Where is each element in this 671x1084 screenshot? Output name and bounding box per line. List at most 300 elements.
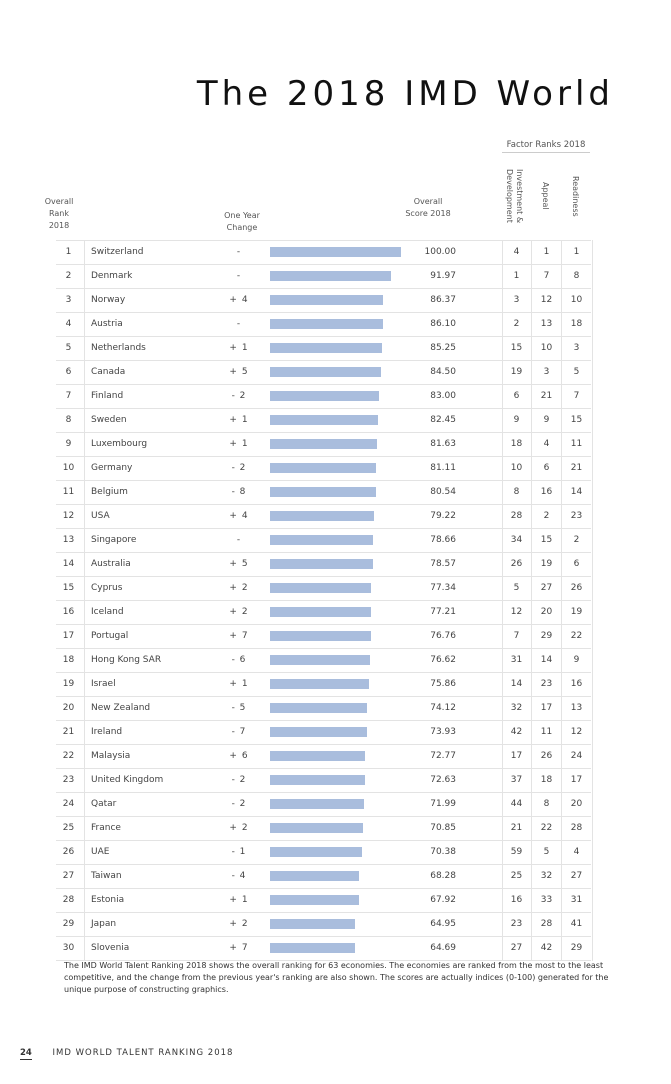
investment-rank-cell: 32 — [510, 703, 523, 713]
readiness-rank-cell: 2 — [573, 535, 580, 545]
investment-rank-cell: 37 — [510, 775, 523, 785]
table-divider — [84, 697, 85, 720]
change-cell: - 2 — [231, 391, 247, 401]
rank-cell: 19 — [62, 679, 75, 689]
rank-cell: 1 — [65, 247, 72, 257]
appeal-rank-cell: 21 — [540, 391, 553, 401]
score-cell: 72.77 — [430, 751, 456, 761]
change-cell: + 1 — [229, 895, 249, 905]
score-bar — [270, 703, 367, 713]
readiness-rank-cell: 8 — [573, 271, 580, 281]
table-divider — [84, 361, 85, 384]
investment-rank-cell: 44 — [510, 799, 523, 809]
country-cell: Australia — [91, 559, 131, 569]
table-divider — [84, 649, 85, 672]
country-cell: Estonia — [91, 895, 125, 905]
change-cell: - — [236, 535, 242, 545]
table-divider — [84, 385, 85, 408]
table-row — [56, 336, 591, 360]
appeal-rank-cell: 8 — [543, 799, 550, 809]
change-cell: + 2 — [229, 583, 249, 593]
score-cell: 86.37 — [430, 295, 456, 305]
rank-cell: 16 — [62, 607, 75, 617]
readiness-rank-cell: 27 — [570, 871, 583, 881]
factor-header-divider — [502, 152, 590, 153]
table-divider — [84, 745, 85, 768]
country-cell: Singapore — [91, 535, 137, 545]
table-row — [56, 528, 591, 552]
appeal-rank-cell: 16 — [540, 487, 553, 497]
rank-cell: 24 — [62, 799, 75, 809]
readiness-rank-cell: 13 — [570, 703, 583, 713]
readiness-rank-cell: 14 — [570, 487, 583, 497]
score-bar — [270, 631, 371, 641]
appeal-rank-cell: 23 — [540, 679, 553, 689]
readiness-rank-cell: 15 — [570, 415, 583, 425]
score-cell: 70.85 — [430, 823, 456, 833]
score-bar — [270, 535, 373, 545]
readiness-rank-cell: 7 — [573, 391, 580, 401]
appeal-rank-cell: 6 — [543, 463, 550, 473]
page-footer — [20, 1048, 233, 1058]
country-cell: Switzerland — [91, 247, 144, 257]
score-cell: 78.66 — [430, 535, 456, 545]
change-cell: + 1 — [229, 343, 249, 353]
change-cell: - — [236, 319, 242, 329]
rank-cell: 11 — [62, 487, 75, 497]
score-cell: 67.92 — [430, 895, 456, 905]
readiness-rank-cell: 28 — [570, 823, 583, 833]
investment-rank-cell: 10 — [510, 463, 523, 473]
country-cell: Canada — [91, 367, 126, 377]
investment-rank-cell: 15 — [510, 343, 523, 353]
score-cell: 79.22 — [430, 511, 456, 521]
table-row — [56, 432, 591, 456]
country-cell: Japan — [91, 919, 117, 929]
table-row — [56, 912, 591, 936]
rank-cell: 2 — [65, 271, 72, 281]
investment-rank-cell: 7 — [513, 631, 520, 641]
table-row — [56, 816, 591, 840]
investment-rank-cell: 19 — [510, 367, 523, 377]
country-cell: Hong Kong SAR — [91, 655, 162, 665]
header-overall-score: Overall Score 2018 — [405, 197, 451, 218]
investment-rank-cell: 27 — [510, 943, 523, 953]
country-cell: Norway — [91, 295, 126, 305]
score-cell: 77.34 — [430, 583, 456, 593]
table-row — [56, 240, 591, 264]
table-row — [56, 264, 591, 288]
table-row — [56, 456, 591, 480]
country-cell: Malaysia — [91, 751, 131, 761]
rank-cell: 6 — [65, 367, 72, 377]
readiness-rank-cell: 20 — [570, 799, 583, 809]
appeal-rank-cell: 26 — [540, 751, 553, 761]
table-divider — [84, 337, 85, 360]
score-bar — [270, 583, 371, 593]
table-divider — [84, 505, 85, 528]
change-cell: - 4 — [231, 871, 247, 881]
appeal-rank-cell: 12 — [540, 295, 553, 305]
investment-rank-cell: 21 — [510, 823, 523, 833]
country-cell: Taiwan — [91, 871, 122, 881]
investment-rank-cell: 14 — [510, 679, 523, 689]
appeal-rank-cell: 3 — [543, 367, 550, 377]
score-bar — [270, 751, 365, 761]
table-row — [56, 408, 591, 432]
readiness-rank-cell: 3 — [573, 343, 580, 353]
investment-rank-cell: 42 — [510, 727, 523, 737]
table-divider — [84, 529, 85, 552]
rank-cell: 22 — [62, 751, 75, 761]
change-cell: - — [236, 271, 242, 281]
table-divider — [84, 313, 85, 336]
investment-rank-cell: 8 — [513, 487, 520, 497]
investment-rank-cell: 31 — [510, 655, 523, 665]
change-cell: + 4 — [229, 295, 249, 305]
change-cell: - 7 — [231, 727, 247, 737]
rank-cell: 18 — [62, 655, 75, 665]
rank-cell: 3 — [65, 295, 72, 305]
country-cell: Sweden — [91, 415, 127, 425]
investment-rank-cell: 9 — [513, 415, 520, 425]
readiness-rank-cell: 17 — [570, 775, 583, 785]
investment-rank-cell: 1 — [513, 271, 520, 281]
country-cell: UAE — [91, 847, 110, 857]
investment-rank-cell: 34 — [510, 535, 523, 545]
score-bar — [270, 679, 369, 689]
appeal-rank-cell: 1 — [543, 247, 550, 257]
readiness-rank-cell: 5 — [573, 367, 580, 377]
readiness-rank-cell: 31 — [570, 895, 583, 905]
table-divider — [84, 553, 85, 576]
readiness-rank-cell: 11 — [570, 439, 583, 449]
change-cell: + 1 — [229, 439, 249, 449]
country-cell: Luxembourg — [91, 439, 148, 449]
score-cell: 77.21 — [430, 607, 456, 617]
score-cell: 91.97 — [430, 271, 456, 281]
table-divider — [84, 937, 85, 960]
readiness-rank-cell: 10 — [570, 295, 583, 305]
table-divider — [84, 289, 85, 312]
table-row — [56, 792, 591, 816]
readiness-rank-cell: 21 — [570, 463, 583, 473]
rank-cell: 8 — [65, 415, 72, 425]
rank-cell: 10 — [62, 463, 75, 473]
rank-cell: 9 — [65, 439, 72, 449]
score-bar — [270, 655, 370, 665]
table-row — [56, 768, 591, 792]
rank-cell: 26 — [62, 847, 75, 857]
country-cell: Qatar — [91, 799, 117, 809]
score-cell: 64.69 — [430, 943, 456, 953]
rank-cell: 5 — [65, 343, 72, 353]
appeal-rank-cell: 42 — [540, 943, 553, 953]
table-divider — [84, 481, 85, 504]
score-bar — [270, 247, 401, 257]
table-row — [56, 576, 591, 600]
appeal-rank-cell: 9 — [543, 415, 550, 425]
table-row — [56, 648, 591, 672]
country-cell: Cyprus — [91, 583, 123, 593]
readiness-rank-cell: 1 — [573, 247, 580, 257]
appeal-rank-cell: 10 — [540, 343, 553, 353]
score-bar — [270, 487, 376, 497]
readiness-rank-cell: 23 — [570, 511, 583, 521]
score-cell: 82.45 — [430, 415, 456, 425]
score-cell: 64.95 — [430, 919, 456, 929]
header-factor-ranks: Factor Ranks 2018 — [506, 140, 586, 150]
investment-rank-cell: 26 — [510, 559, 523, 569]
readiness-rank-cell: 41 — [570, 919, 583, 929]
score-bar — [270, 439, 377, 449]
rank-cell: 27 — [62, 871, 75, 881]
score-bar — [270, 367, 381, 377]
country-cell: Israel — [91, 679, 116, 689]
header-readiness: Readiness — [571, 175, 580, 217]
investment-rank-cell: 5 — [513, 583, 520, 593]
header-investment: Investment & Development — [505, 168, 524, 224]
score-bar — [270, 295, 383, 305]
score-cell: 80.54 — [430, 487, 456, 497]
table-divider — [84, 457, 85, 480]
score-bar — [270, 319, 383, 329]
change-cell: - 1 — [231, 847, 247, 857]
change-cell: + 4 — [229, 511, 249, 521]
appeal-rank-cell: 32 — [540, 871, 553, 881]
rank-cell: 15 — [62, 583, 75, 593]
country-cell: Slovenia — [91, 943, 130, 953]
change-cell: + 7 — [229, 943, 249, 953]
score-bar — [270, 511, 374, 521]
change-cell: - 6 — [231, 655, 247, 665]
table-divider — [84, 577, 85, 600]
score-bar — [270, 727, 367, 737]
rank-cell: 30 — [62, 943, 75, 953]
investment-rank-cell: 16 — [510, 895, 523, 905]
readiness-rank-cell: 19 — [570, 607, 583, 617]
table-row — [56, 720, 591, 744]
readiness-rank-cell: 24 — [570, 751, 583, 761]
rank-cell: 7 — [65, 391, 72, 401]
appeal-rank-cell: 22 — [540, 823, 553, 833]
readiness-rank-cell: 18 — [570, 319, 583, 329]
score-bar — [270, 775, 365, 785]
appeal-rank-cell: 29 — [540, 631, 553, 641]
appeal-rank-cell: 2 — [543, 511, 550, 521]
score-bar — [270, 823, 363, 833]
table-divider — [84, 865, 85, 888]
score-bar — [270, 895, 359, 905]
footnote: The IMD World Talent Ranking 2018 shows the overall ranking for 63 economies. The economies are ranked from the most to the least competitive, and the change from the previous year's ranking are also shown. The scores are actually indices (0-100) generated for the unique purpose of constructing graphics. — [64, 961, 609, 994]
score-bar — [270, 607, 371, 617]
table-divider — [84, 673, 85, 696]
appeal-rank-cell: 13 — [540, 319, 553, 329]
table-row — [56, 552, 591, 576]
score-cell: 85.25 — [430, 343, 456, 353]
appeal-rank-cell: 7 — [543, 271, 550, 281]
score-bar — [270, 415, 378, 425]
country-cell: Austria — [91, 319, 123, 329]
appeal-rank-cell: 33 — [540, 895, 553, 905]
change-cell: - 2 — [231, 463, 247, 473]
change-cell: - 2 — [231, 775, 247, 785]
score-cell: 73.93 — [430, 727, 456, 737]
country-cell: Finland — [91, 391, 124, 401]
change-cell: - 2 — [231, 799, 247, 809]
investment-rank-cell: 12 — [510, 607, 523, 617]
footer-label: IMD WORLD TALENT RANKING 2018 — [52, 1048, 234, 1058]
appeal-rank-cell: 5 — [543, 847, 550, 857]
rank-cell: 12 — [62, 511, 75, 521]
readiness-rank-cell: 22 — [570, 631, 583, 641]
readiness-rank-cell: 6 — [573, 559, 580, 569]
rank-cell: 23 — [62, 775, 75, 785]
country-cell: USA — [91, 511, 110, 521]
appeal-rank-cell: 19 — [540, 559, 553, 569]
country-cell: Portugal — [91, 631, 129, 641]
table-row — [56, 624, 591, 648]
readiness-rank-cell: 9 — [573, 655, 580, 665]
header-appeal: Appeal — [541, 182, 550, 210]
change-cell: + 5 — [229, 367, 249, 377]
appeal-rank-cell: 15 — [540, 535, 553, 545]
table-row — [56, 288, 591, 312]
rank-cell: 20 — [62, 703, 75, 713]
appeal-rank-cell: 20 — [540, 607, 553, 617]
change-cell: + 7 — [229, 631, 249, 641]
score-cell: 76.76 — [430, 631, 456, 641]
table-row — [56, 504, 591, 528]
change-cell: - — [236, 247, 242, 257]
table-row — [56, 864, 591, 888]
appeal-rank-cell: 14 — [540, 655, 553, 665]
country-cell: Iceland — [91, 607, 124, 617]
score-bar — [270, 847, 362, 857]
appeal-rank-cell: 27 — [540, 583, 553, 593]
table-divider — [84, 721, 85, 744]
appeal-rank-cell: 4 — [543, 439, 550, 449]
rank-cell: 13 — [62, 535, 75, 545]
appeal-rank-cell: 18 — [540, 775, 553, 785]
score-cell: 81.11 — [430, 463, 456, 473]
table-row — [56, 744, 591, 768]
score-cell: 100.00 — [424, 247, 456, 257]
score-bar — [270, 799, 364, 809]
page-number: 24 — [20, 1048, 32, 1058]
country-cell: New Zealand — [91, 703, 151, 713]
score-cell: 86.10 — [430, 319, 456, 329]
rank-cell: 14 — [62, 559, 75, 569]
score-cell: 74.12 — [430, 703, 456, 713]
score-bar — [270, 871, 359, 881]
investment-rank-cell: 59 — [510, 847, 523, 857]
table-row — [56, 312, 591, 336]
appeal-rank-cell: 17 — [540, 703, 553, 713]
rank-cell: 21 — [62, 727, 75, 737]
table-row — [56, 480, 591, 504]
table-divider — [84, 265, 85, 288]
country-cell: Netherlands — [91, 343, 146, 353]
country-cell: Germany — [91, 463, 133, 473]
change-cell: + 1 — [229, 679, 249, 689]
table-row — [56, 672, 591, 696]
table-divider — [84, 601, 85, 624]
readiness-rank-cell: 4 — [573, 847, 580, 857]
table-divider — [84, 793, 85, 816]
score-cell: 72.63 — [430, 775, 456, 785]
investment-rank-cell: 23 — [510, 919, 523, 929]
table-divider — [84, 841, 85, 864]
header-overall-rank: Overall Rank 2018 — [44, 197, 74, 230]
change-cell: + 2 — [229, 607, 249, 617]
rank-cell: 29 — [62, 919, 75, 929]
investment-rank-cell: 2 — [513, 319, 520, 329]
table-row — [56, 696, 591, 720]
table-divider — [84, 433, 85, 456]
table-row — [56, 840, 591, 864]
score-cell: 75.86 — [430, 679, 456, 689]
table-row — [56, 384, 591, 408]
table-row — [56, 360, 591, 384]
score-cell: 78.57 — [430, 559, 456, 569]
appeal-rank-cell: 28 — [540, 919, 553, 929]
score-cell: 84.50 — [430, 367, 456, 377]
change-cell: + 2 — [229, 823, 249, 833]
readiness-rank-cell: 29 — [570, 943, 583, 953]
score-bar — [270, 559, 373, 569]
investment-rank-cell: 28 — [510, 511, 523, 521]
table-row — [56, 888, 591, 912]
investment-rank-cell: 17 — [510, 751, 523, 761]
country-cell: France — [91, 823, 121, 833]
readiness-rank-cell: 12 — [570, 727, 583, 737]
score-bar — [270, 463, 376, 473]
investment-rank-cell: 4 — [513, 247, 520, 257]
country-cell: United Kingdom — [91, 775, 164, 785]
investment-rank-cell: 6 — [513, 391, 520, 401]
page-title: The 2018 IMD World — [196, 74, 614, 114]
score-cell: 81.63 — [430, 439, 456, 449]
score-cell: 76.62 — [430, 655, 456, 665]
table-divider — [84, 241, 85, 264]
change-cell: + 2 — [229, 919, 249, 929]
score-cell: 71.99 — [430, 799, 456, 809]
score-bar — [270, 271, 391, 281]
table-divider — [84, 769, 85, 792]
country-cell: Ireland — [91, 727, 123, 737]
rank-cell: 4 — [65, 319, 72, 329]
rank-cell: 25 — [62, 823, 75, 833]
header-one-year-change: One Year Change — [224, 211, 260, 232]
country-cell: Denmark — [91, 271, 133, 281]
change-cell: + 1 — [229, 415, 249, 425]
change-cell: + 6 — [229, 751, 249, 761]
change-cell: - 5 — [231, 703, 247, 713]
score-cell: 83.00 — [430, 391, 456, 401]
readiness-rank-cell: 26 — [570, 583, 583, 593]
change-cell: + 5 — [229, 559, 249, 569]
score-bar — [270, 391, 379, 401]
change-cell: - 8 — [231, 487, 247, 497]
table-divider — [84, 409, 85, 432]
score-bar — [270, 943, 355, 953]
investment-rank-cell: 18 — [510, 439, 523, 449]
country-cell: Belgium — [91, 487, 128, 497]
table-divider — [84, 889, 85, 912]
table-divider — [84, 817, 85, 840]
score-bar — [270, 343, 382, 353]
